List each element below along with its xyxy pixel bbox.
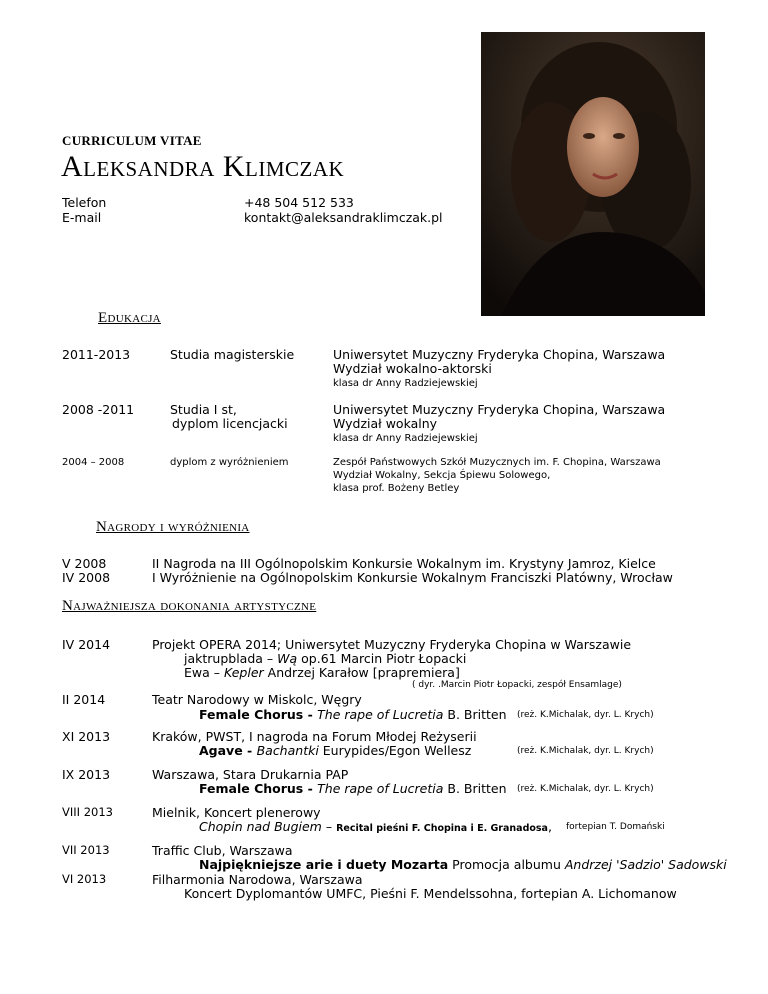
edu-2-date: 2008 -2011 xyxy=(62,402,135,417)
ach-5-line2: Chopin nad Bugiem – Recital pieśni F. Chopina i E. Granadosa, xyxy=(199,819,552,834)
ach-2-line1: Teatr Narodowy w Miskolc, Węgry xyxy=(152,692,362,707)
ach-6-date: VII 2013 xyxy=(62,843,110,857)
ach-3-date: XI 2013 xyxy=(62,729,111,744)
ach-6-line1: Traffic Club, Warszawa xyxy=(152,843,293,858)
edu-3-degree: dyplom z wyróżnieniem xyxy=(170,457,289,468)
cv-label: CURRICULUM VITAE xyxy=(62,133,202,148)
ach-3-line1: Kraków, PWST, I nagroda na Forum Młodej Reżyserii xyxy=(152,729,477,744)
ach-6-line2: Najpiękniejsze arie i duety Mozarta Promocja albumu Andrzej 'Sadzio' Sadowski xyxy=(199,857,727,872)
email-value: kontakt@aleksandraklimczak.pl xyxy=(244,210,443,225)
edu-3-date: 2004 – 2008 xyxy=(62,457,125,468)
section-title-education: Edukacja xyxy=(98,310,161,326)
ach-3-credit: (reż. K.Michalak, dyr. L. Krych) xyxy=(517,746,654,756)
section-title-awards: Nagrody i wyróżnienia xyxy=(96,519,250,535)
edu-2-dept: Wydział wokalny xyxy=(333,416,438,431)
edu-1-school: Uniwersytet Muzyczny Fryderyka Chopina, Warszawa xyxy=(333,347,666,362)
ach-5-credit: fortepian T. Domański xyxy=(566,822,665,832)
edu-3-dept: Wydział Wokalny, Sekcja Śpiewu Solowego, xyxy=(333,470,551,481)
award-1-text: II Nagroda na III Ogólnopolskim Konkursie Wokalnym im. Krystyny Jamroz, Kielce xyxy=(152,556,656,571)
ach-4-credit: (reż. K.Michalak, dyr. L. Krych) xyxy=(517,784,654,794)
ach-1-line1: Projekt OPERA 2014; Uniwersytet Muzyczny Fryderyka Chopina w Warszawie xyxy=(152,637,632,652)
edu-2-teacher: klasa dr Anny Radziejewskiej xyxy=(333,433,478,444)
award-2-date: IV 2008 xyxy=(62,570,111,585)
email-label: E-mail xyxy=(62,210,102,225)
award-1-date: V 2008 xyxy=(62,556,107,571)
ach-5-date: VIII 2013 xyxy=(62,805,113,819)
ach-7-date: VI 2013 xyxy=(62,872,107,886)
person-name: Aleksandra Klimczak xyxy=(61,150,345,183)
edu-2-school: Uniwersytet Muzyczny Fryderyka Chopina, Warszawa xyxy=(333,402,666,417)
award-2-text: I Wyróżnienie na Ogólnopolskim Konkursie Wokalnym Franciszki Platówny, Wrocław xyxy=(152,570,673,585)
ach-2-line2: Female Chorus - The rape of Lucretia B. Britten xyxy=(199,707,507,722)
ach-5-line1: Mielnik, Koncert plenerowy xyxy=(152,805,321,820)
edu-1-dept: Wydział wokalno-aktorski xyxy=(333,361,492,376)
ach-1-credit: ( dyr. .Marcin Piotr Łopacki, zespół Ensamlage) xyxy=(412,680,622,690)
portrait-photo xyxy=(481,32,705,316)
ach-4-date: IX 2013 xyxy=(62,767,111,782)
edu-1-date: 2011-2013 xyxy=(62,347,131,362)
edu-2-degree: Studia I st, xyxy=(170,402,237,417)
ach-1-date: IV 2014 xyxy=(62,637,111,652)
edu-2-degree-2: dyplom licencjacki xyxy=(172,416,288,431)
ach-4-line2: Female Chorus - The rape of Lucretia B. Britten xyxy=(199,781,507,796)
phone-label: Telefon xyxy=(62,195,107,210)
ach-1-line2: jaktrupblada – Wą op.61 Marcin Piotr Łopacki xyxy=(184,651,467,666)
section-title-achievements: Najważniejsza dokonania artystyczne xyxy=(62,598,317,614)
edu-1-teacher: klasa dr Anny Radziejewskiej xyxy=(333,378,478,389)
edu-3-teacher: klasa prof. Bożeny Betley xyxy=(333,483,460,494)
ach-4-line1: Warszawa, Stara Drukarnia PAP xyxy=(152,767,349,782)
edu-3-school: Zespół Państwowych Szkół Muzycznych im. F. Chopina, Warszawa xyxy=(333,457,661,468)
edu-1-degree: Studia magisterskie xyxy=(170,347,295,362)
ach-7-line1: Filharmonia Narodowa, Warszawa xyxy=(152,872,363,887)
ach-3-line2: Agave - Bachantki Eurypides/Egon Wellesz xyxy=(199,743,472,758)
ach-7-line2: Koncert Dyplomantów UMFC, Pieśni F. Mendelssohna, fortepian A. Lichomanow xyxy=(184,886,677,901)
ach-2-credit: (reż. K.Michalak, dyr. L. Krych) xyxy=(517,710,654,720)
portrait-image xyxy=(481,32,705,316)
ach-2-date: II 2014 xyxy=(62,692,106,707)
phone-value: +48 504 512 533 xyxy=(244,195,354,210)
ach-1-line3: Ewa – Kepler Andrzej Karałow [prapremiera] xyxy=(184,665,460,680)
